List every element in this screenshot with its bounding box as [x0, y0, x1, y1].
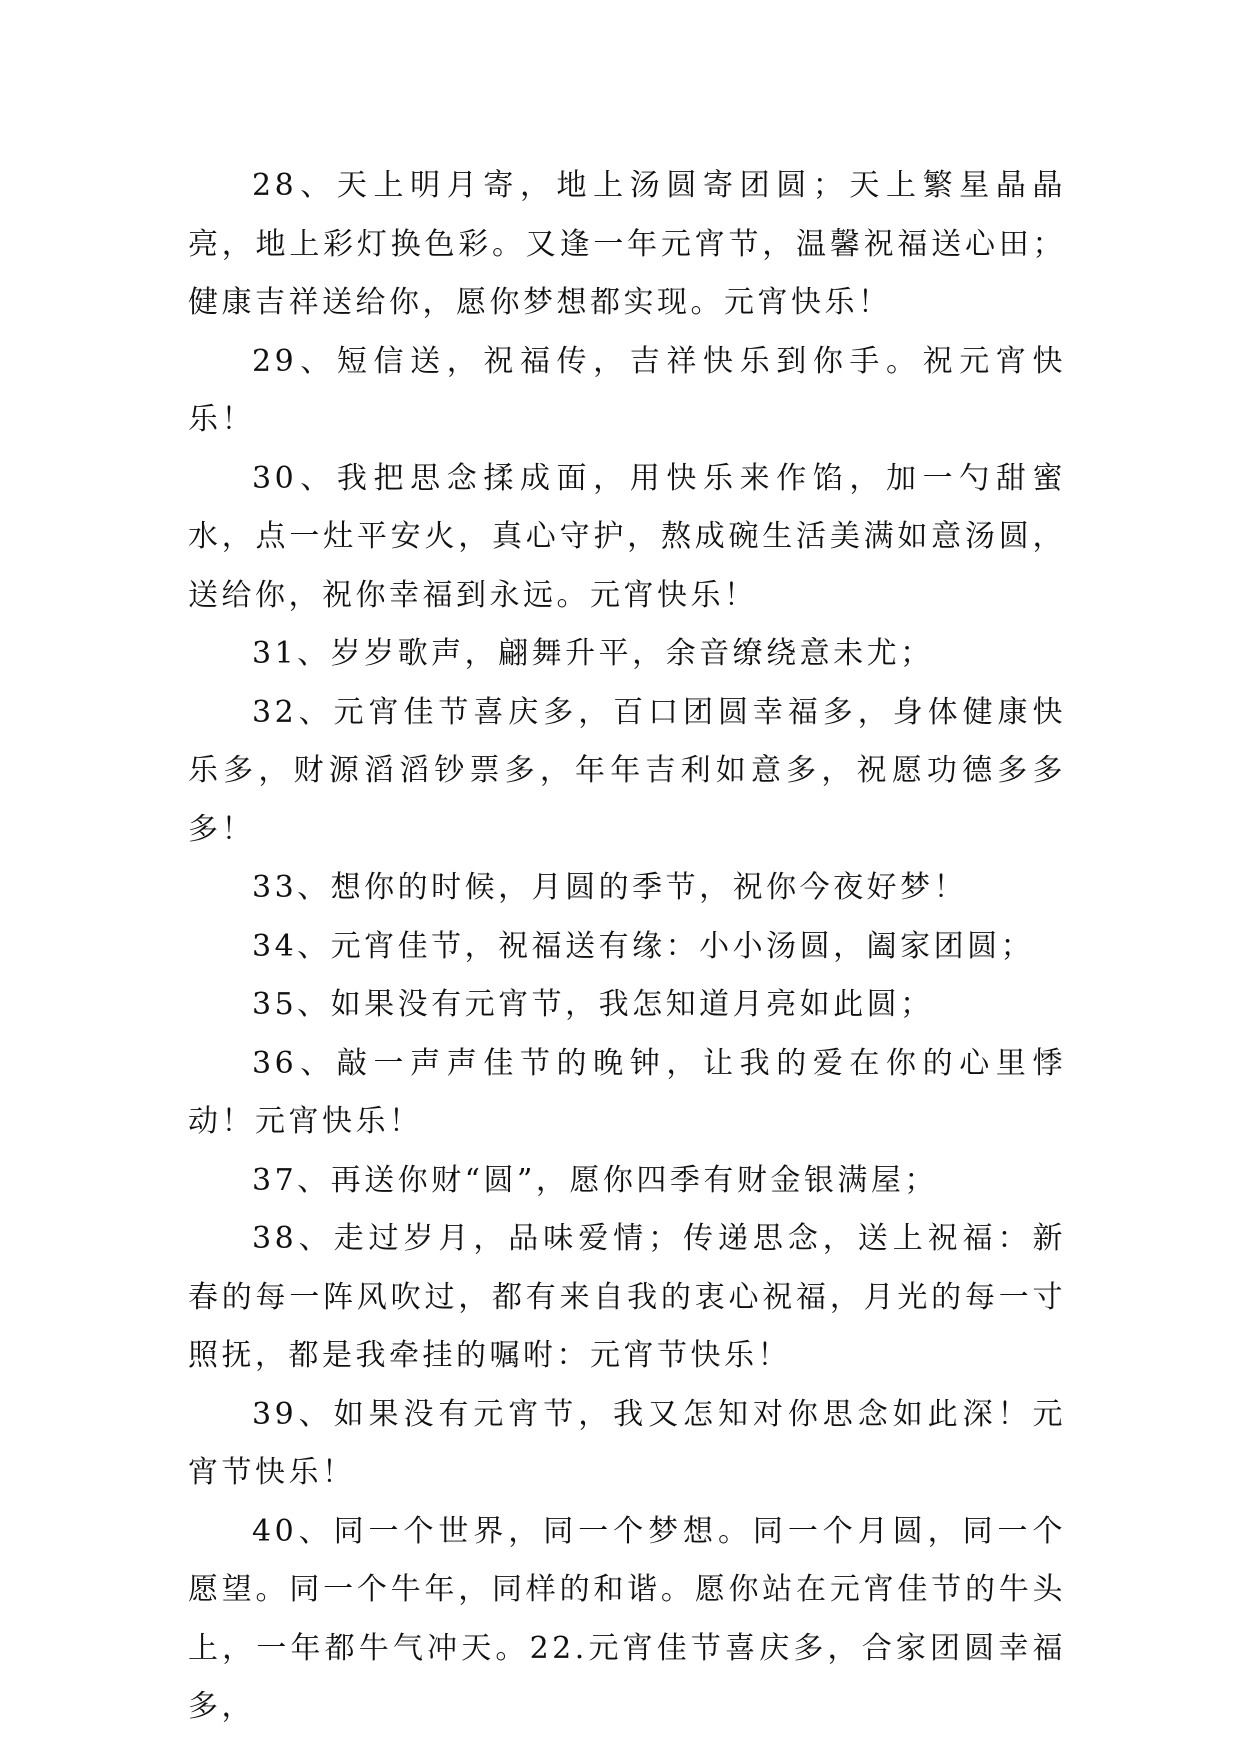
document-body — [188, 157, 1066, 1737]
paragraph-39: 39、如果没有元宵节，我又怎知对你思念如此深！元宵节快乐！ — [188, 1396, 1066, 1490]
paragraph-31: 31、岁岁歌声，翩舞升平，余音缭绕意未尤； — [252, 636, 934, 671]
paragraph-28: 28、天上明月寄，地上汤圆寄团圆；天上繁星晶晶亮，地上彩灯换色彩。又逢一年元宵节，温馨祝福送心田；健康吉祥送给你，愿你梦想都实现。元宵快乐！ — [188, 168, 1066, 320]
paragraph-33: 33、想你的时候，月圆的季节，祝你今夜好梦！ — [252, 870, 968, 905]
paragraph-36: 36、敲一声声佳节的晚钟，让我的爱在你的心里悸动！元宵快乐！ — [188, 1045, 1066, 1139]
paragraph-34: 34、元宵佳节，祝福送有缘：小小汤圆，阖家团圆； — [252, 928, 1035, 964]
paragraph-38: 38、走过岁月，品味爱情；传递思念，送上祝福：新春的每一阵风吹过，都有来自我的衷心祝福，月光的每一寸照抚，都是我牵挂的嘱咐：元宵节快乐！ — [188, 1221, 1066, 1373]
paragraph-29: 29、短信送，祝福传，吉祥快乐到你手。祝元宵快乐！ — [188, 343, 1066, 437]
paragraph-40: 40、同一个世界，同一个梦想。同一个月圆，同一个愿望。同一个牛年，同样的和谐。愿你站在元宵佳节的牛头上，一年都牛气冲天。22.元宵佳节喜庆多，合家团圆幸福多， — [188, 1513, 1066, 1724]
paragraph-30: 30、我把思念揉成面，用快乐来作馅，加一勺甜蜜水，点一灶平安火，真心守护，熬成碗生活美满如意汤圆，送给你，祝你幸福到永远。元宵快乐！ — [188, 460, 1066, 613]
paragraph-35: 35、如果没有元宵节，我怎知道月亮如此圆； — [252, 987, 934, 1022]
paragraph-32: 32、元宵佳节喜庆多，百口团圆幸福多，身体健康快乐多，财源滔滔钞票多，年年吉利如意多，祝愿功德多多多！ — [188, 694, 1066, 847]
paragraph-37: 37、再送你财“圆”，愿你四季有财金银满屋； — [252, 1162, 938, 1198]
